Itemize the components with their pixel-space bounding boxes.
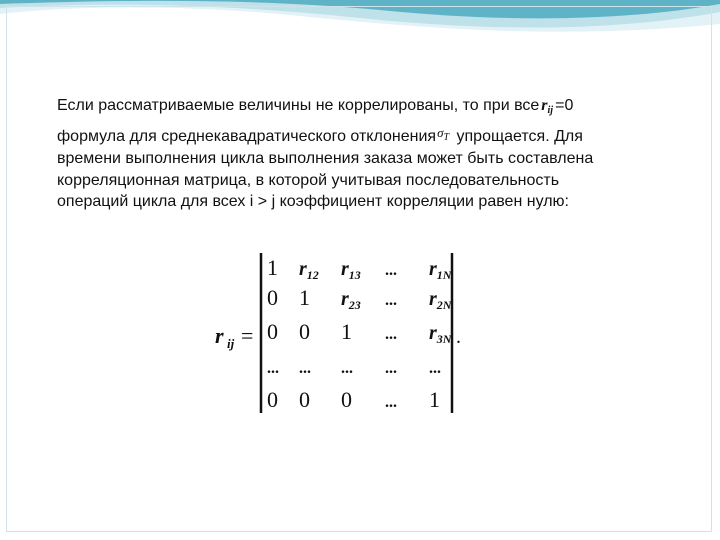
matrix-cell-r5-c3: 0: [341, 387, 352, 412]
sigma-subscript: T: [443, 131, 450, 143]
matrix-cell-r2-c5: $r_{2N}$: [429, 288, 452, 312]
paragraph-line-2: [57, 122, 697, 149]
end-period: .: [456, 326, 461, 348]
paragraph-line-1: [57, 95, 697, 122]
matrix-cell-r3-c4: ...: [385, 326, 397, 343]
equals-sign: =: [241, 323, 254, 348]
line-1-tail: =0: [555, 97, 574, 114]
paragraph-line-4: корреляционная матрица, в которой учитывая последовательность: [57, 171, 560, 189]
matrix-cell-r1-c2: $r_{12}$: [299, 258, 319, 282]
paragraph-line-3: времени выполнения цикла выполнения заказа может быть составлена: [57, 150, 594, 167]
matrix-cell-r3-c2: 0: [299, 319, 310, 344]
body-paragraph: [57, 95, 697, 213]
line-2-tail: упрощается. Для: [456, 127, 583, 145]
matrix-cell-r3-c3: 1: [341, 319, 352, 344]
matrix-svg: [207, 247, 467, 417]
correlation-matrix-formula: [207, 247, 467, 417]
line-2-text: формула для среднекавадратического отклонения: [57, 127, 437, 145]
matrix-cell-r5-c5: 1: [429, 387, 440, 412]
matrix-cells: [267, 255, 453, 412]
r-ij-symbol: [541, 97, 553, 114]
sigma-base: σ: [437, 124, 444, 140]
matrix-cell-r1-c3: $r_{13}$: [341, 258, 361, 282]
matrix-cell-r3-c1: 0: [267, 319, 278, 344]
r-ij-subscript: ij: [547, 105, 554, 116]
lhs-subscript: ij: [227, 336, 235, 351]
matrix-cell-r1-c5: $r_{1N}$: [429, 258, 452, 282]
matrix-cell-r4-c1: ...: [267, 360, 279, 377]
matrix-cell-r2-c4: ...: [385, 292, 397, 309]
paragraph-line-5: операций цикла для всех i > j коэффициент корреляции равен нулю:: [57, 193, 569, 210]
matrix-cell-r2-c2: 1: [299, 285, 310, 310]
matrix-cell-r1-c4: ...: [385, 262, 397, 279]
matrix-cell-r4-c5: ...: [429, 360, 441, 377]
matrix-cell-r1-c1: 1: [267, 255, 278, 280]
matrix-lhs: [215, 323, 253, 351]
matrix-cell-r2-c1: 0: [267, 285, 278, 310]
line-1-text: Если рассматриваемые величины не коррелированы, то при все: [57, 97, 540, 114]
matrix-cell-r3-c5: $r_{3N}$: [429, 322, 452, 346]
r-ij-base: r: [541, 97, 548, 114]
matrix-cell-r5-c2: 0: [299, 387, 310, 412]
lhs-r: r: [215, 323, 224, 348]
matrix-cell-r4-c3: ...: [341, 360, 353, 377]
matrix-cell-r4-c4: ...: [385, 360, 397, 377]
matrix-cell-r4-c2: ...: [299, 360, 311, 377]
matrix-cell-r2-c3: $r_{23}$: [341, 288, 361, 312]
sigma-t-symbol: [437, 124, 450, 143]
matrix-cell-r5-c4: ...: [385, 394, 397, 411]
matrix-cell-r5-c1: 0: [267, 387, 278, 412]
